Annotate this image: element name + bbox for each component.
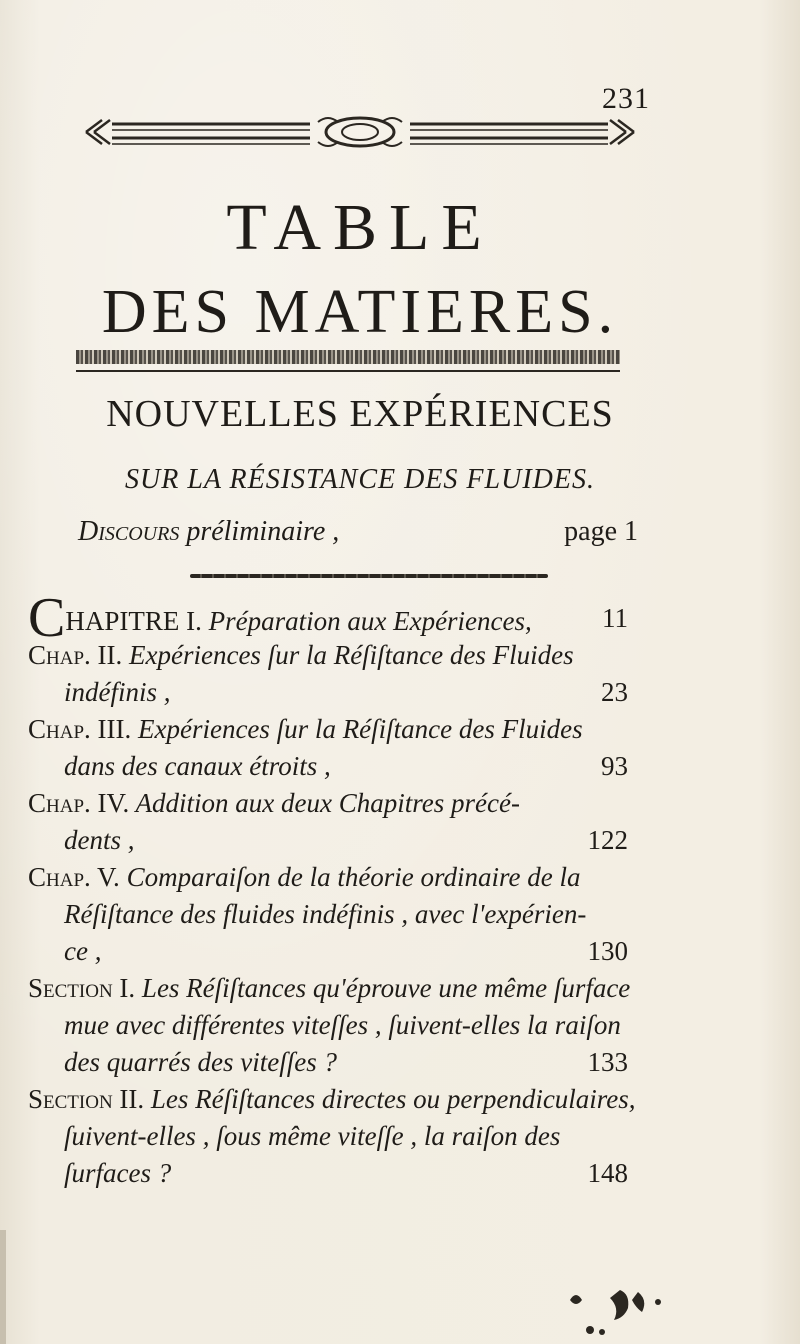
toc-text: des quarrés des viteſſes ? (64, 1047, 337, 1077)
toc-line (28, 587, 628, 649)
table-subtitle: DES MATIERES. (101, 278, 619, 347)
toc-page-number: 133 (587, 1047, 628, 1077)
toc-label: Section I. (28, 973, 136, 1003)
toc-line (28, 1155, 628, 1192)
toc-text: ſurfaces ? (64, 1158, 172, 1188)
toc-text: Les Réſiſtances directes ou perpendiculaires, (144, 1084, 636, 1114)
decorative-band (76, 350, 620, 364)
toc-page-number: 130 (587, 936, 628, 966)
toc-text: Expériences ſur la Réſiſtance des Fluides (131, 714, 583, 744)
toc-text: ſuivent-elles , ſous même viteſſe , la raiſon des (64, 1121, 561, 1151)
toc-line (28, 970, 631, 1007)
header-ornament (80, 112, 640, 152)
toc-text: indéfinis , (64, 677, 171, 707)
toc-label: Chap. III. (28, 714, 132, 744)
toc-text: Les Réſiſtances qu'éprouve une même ſurface (135, 973, 631, 1003)
toc-line (28, 711, 628, 748)
toc-text: dents , (64, 825, 135, 855)
toc-line (28, 674, 628, 711)
toc-page-number: 11 (602, 603, 628, 633)
discours-text: préliminaire , (179, 516, 340, 547)
toc-page-number: 23 (601, 677, 628, 707)
toc-line (28, 748, 628, 785)
toc-label: Chap. V. (28, 862, 120, 892)
separator-rule (190, 574, 548, 578)
drop-cap: C (28, 587, 66, 649)
toc-text: Préparation aux Expériences, (201, 606, 532, 636)
toc-entry (28, 1081, 636, 1192)
discours-entry (78, 516, 638, 556)
toc-page-number: 122 (587, 825, 628, 855)
decorative-rule (76, 370, 620, 372)
toc-text: Expériences ſur la Réſiſtance des Fluides (122, 640, 574, 670)
toc-text: ce , (64, 936, 102, 966)
toc-text: dans des canaux étroits , (64, 751, 331, 781)
table-title: TABLE (226, 191, 494, 265)
toc-line (28, 822, 628, 859)
toc-line (28, 933, 628, 970)
page-edge (0, 1230, 6, 1344)
toc-entry (28, 637, 628, 711)
toc-line (28, 1044, 628, 1081)
page-number: 231 (602, 82, 650, 115)
toc-label: Chap. IV. (28, 788, 130, 818)
toc-page-number: 148 (587, 1158, 628, 1188)
toc-line (28, 859, 628, 896)
toc-page-number: 93 (601, 751, 628, 781)
toc-entry (28, 970, 631, 1081)
toc-text: Réſiſtance des fluides indéfinis , avec l'expérien- (64, 899, 587, 929)
section-title: NOUVELLES EXPÉRIENCES (106, 393, 614, 435)
toc-line (28, 637, 628, 674)
toc-label: Section II. (28, 1084, 145, 1114)
toc-label: HAPITRE I. (65, 606, 202, 636)
toc-entry (28, 587, 628, 649)
toc-line (28, 1007, 628, 1044)
toc-line (28, 1081, 636, 1118)
section-subtitle: SUR LA RÉSISTANCE DES FLUIDES. (125, 464, 595, 495)
discours-label: Discours (78, 516, 180, 547)
toc-entry (28, 711, 628, 785)
discours-page: page 1 (564, 516, 638, 547)
toc-text: Addition aux deux Chapitres précé- (129, 788, 520, 818)
toc-text: mue avec différentes viteſſes , ſuivent-elles la raiſon (64, 1010, 621, 1040)
toc-text: Comparaiſon de la théorie ordinaire de la (119, 862, 581, 892)
toc-label: Chap. II. (28, 640, 123, 670)
toc-entry (28, 785, 628, 859)
fleuron-ornament (560, 1280, 690, 1340)
toc-line (28, 896, 628, 933)
toc-entry (28, 859, 628, 970)
toc-list (28, 587, 636, 1192)
toc-line (28, 1118, 628, 1155)
toc-line (28, 785, 628, 822)
